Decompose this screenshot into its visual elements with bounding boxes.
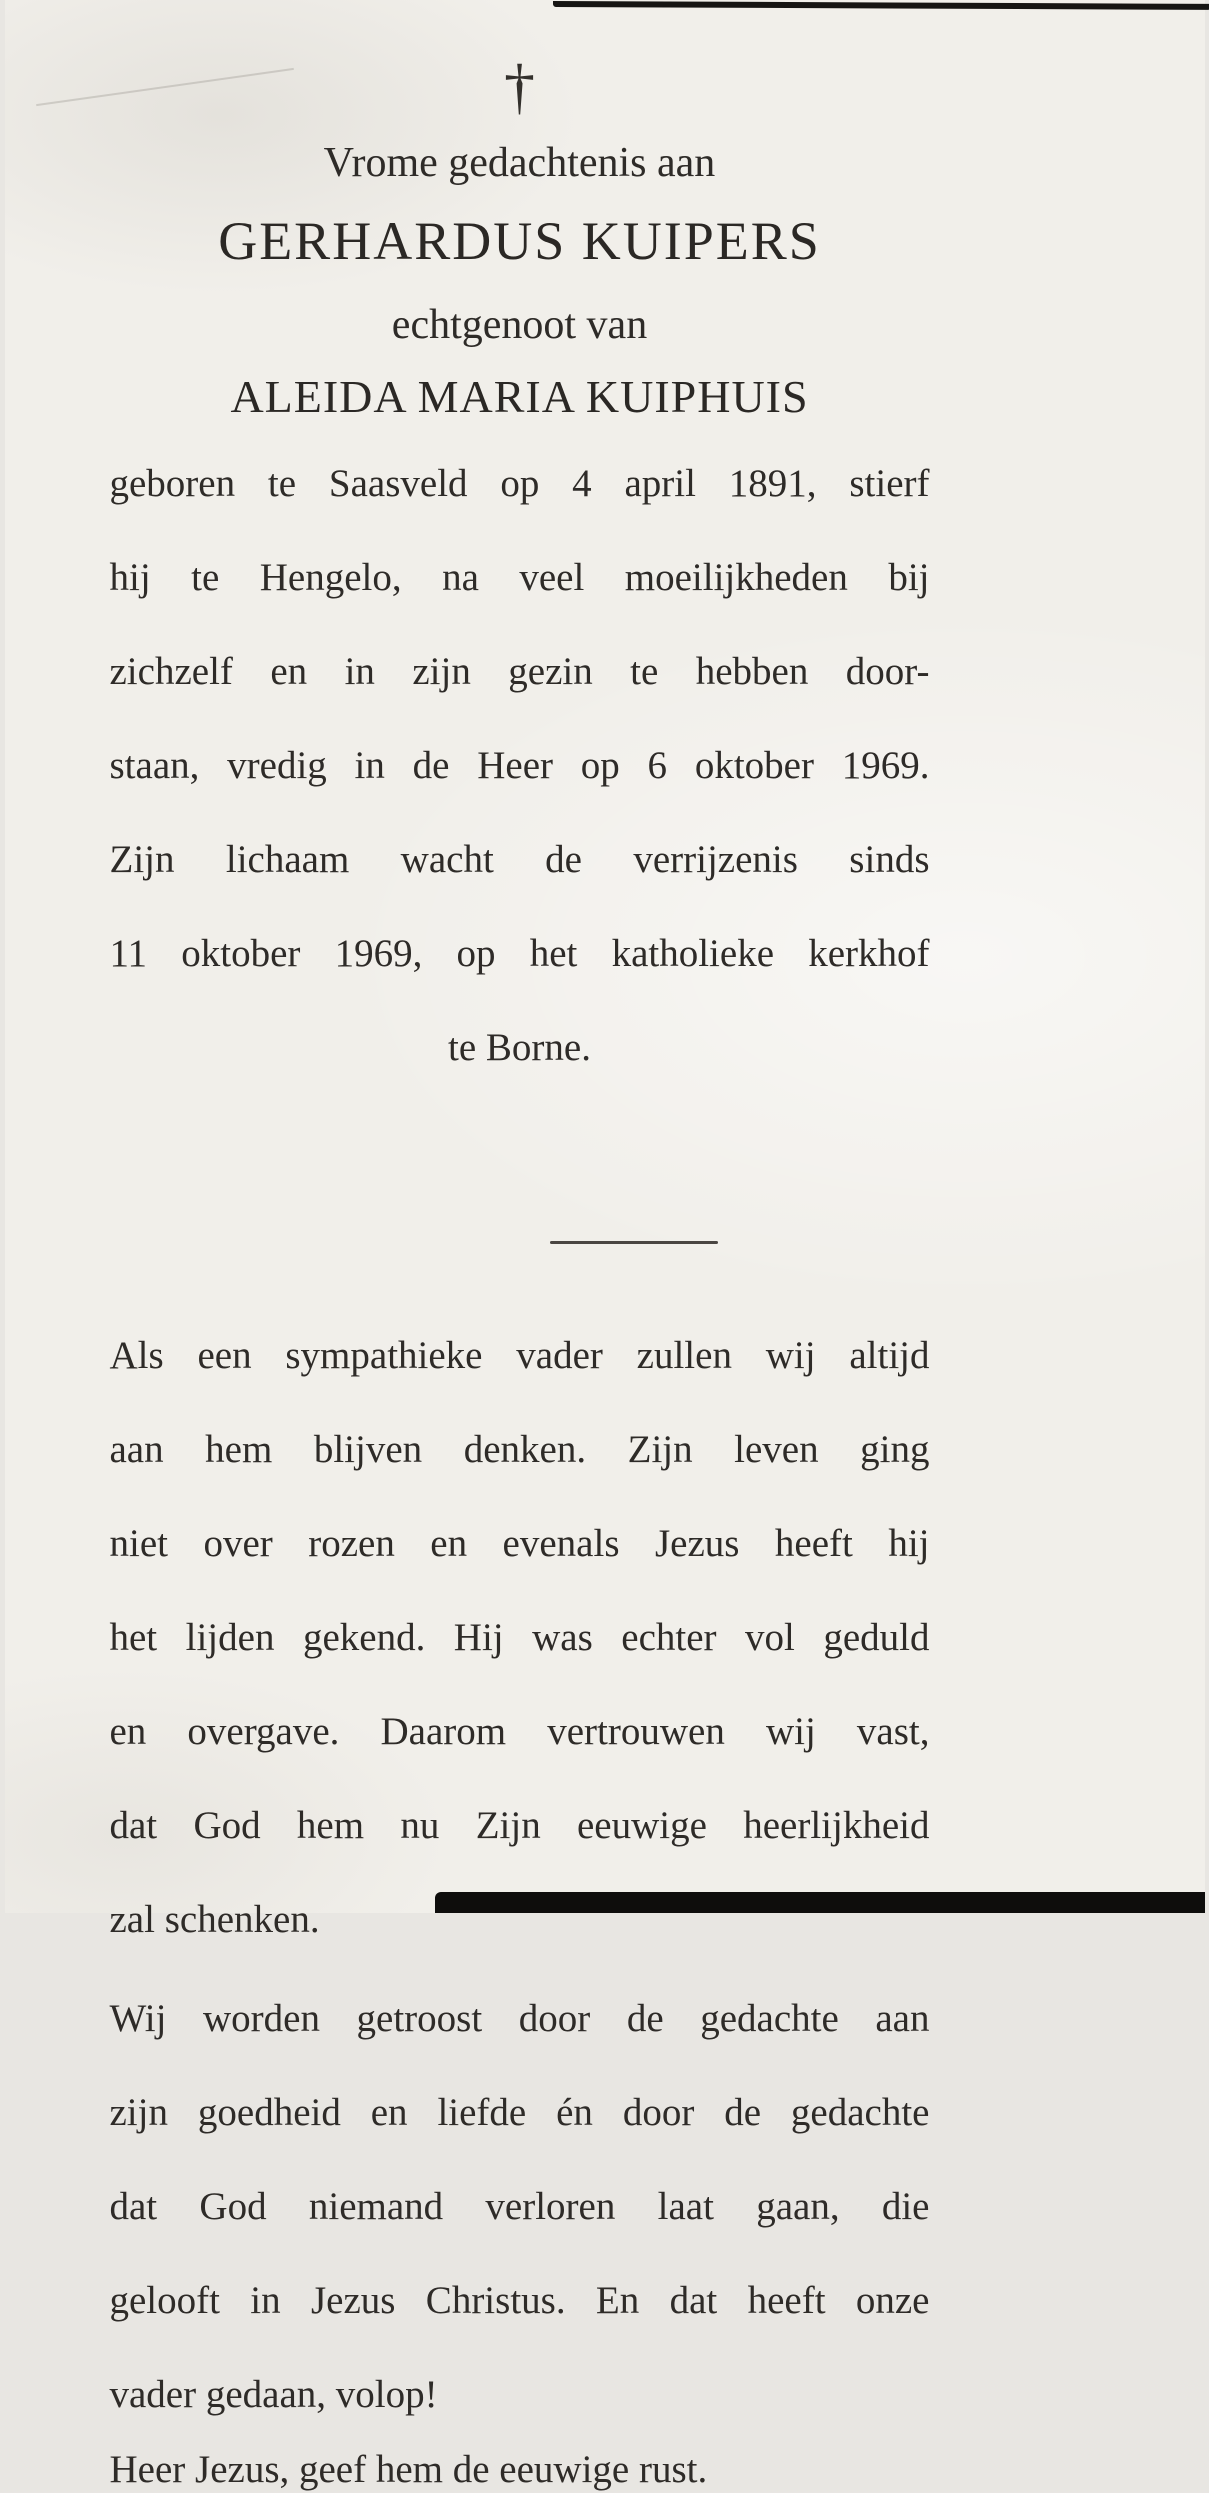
consolation-last-line: vader gedaan, volop!: [109, 2373, 438, 2417]
biography-line: 11 oktober 1969, op het katholieke kerkhof: [109, 932, 930, 976]
eulogy-last-line: zal schenken.: [109, 1898, 320, 1942]
eulogy-line: dat God hem nu Zijn eeuwige heerlijkheid: [109, 1804, 930, 1848]
eulogy-lines: [110, 1332, 930, 1896]
consolation-line: Wij worden getroost door de gedachte aan: [109, 1997, 930, 2041]
scan-edge-bottom-artifact: [435, 1892, 1205, 1913]
consolation-paragraph: [110, 1995, 930, 2418]
consolation-line: zijn goedheid en liefde én door de gedachte: [109, 2091, 930, 2135]
prayer-line: Heer Jezus, geef hem de eeuwige rust.: [109, 2448, 708, 2492]
biography-last-line: te Borne.: [448, 1026, 591, 1070]
section-divider: [550, 1241, 718, 1244]
biography-line: staan, vredig in de Heer op 6 oktober 1969.: [109, 744, 930, 788]
biography-lines: [110, 460, 930, 1024]
biography-paragraph: [110, 460, 930, 1071]
deceased-name: GERHARDUS KUIPERS: [218, 211, 821, 272]
memorial-card: [5, 0, 1205, 2492]
eulogy-line: aan hem blijven denken. Zijn leven ging: [109, 1428, 930, 1472]
consolation-line: gelooft in Jezus Christus. En dat heeft onze: [109, 2279, 930, 2323]
eulogy-line: niet over rozen en evenals Jezus heeft hij: [109, 1522, 930, 1566]
biography-line: hij te Hengelo, na veel moeilijkheden bij: [109, 556, 930, 600]
card-content: [5, 0, 1205, 2493]
biography-line: geboren te Saasveld op 4 april 1891, stierf: [109, 462, 930, 506]
cross-icon: †: [504, 53, 535, 121]
eulogy-line: en overgave. Daarom vertrouwen wij vast,: [109, 1710, 930, 1754]
eulogy-paragraph: [110, 1332, 930, 1943]
biography-line: Zijn lichaam wacht de verrijzenis sinds: [109, 838, 930, 882]
eulogy-line: het lijden gekend. Hij was echter vol geduld: [109, 1616, 930, 1660]
consolation-line: dat God niemand verloren laat gaan, die: [109, 2185, 930, 2229]
consolation-lines: [110, 1995, 930, 2371]
biography-line: zichzelf en in zijn gezin te hebben door-: [109, 650, 930, 694]
relation-line: echtgenoot van: [391, 301, 648, 348]
spouse-name: ALEIDA MARIA KUIPHUIS: [230, 370, 809, 422]
intro-line: Vrome gedachtenis aan: [323, 140, 716, 186]
eulogy-line: Als een sympathieke vader zullen wij altijd: [109, 1334, 930, 1378]
